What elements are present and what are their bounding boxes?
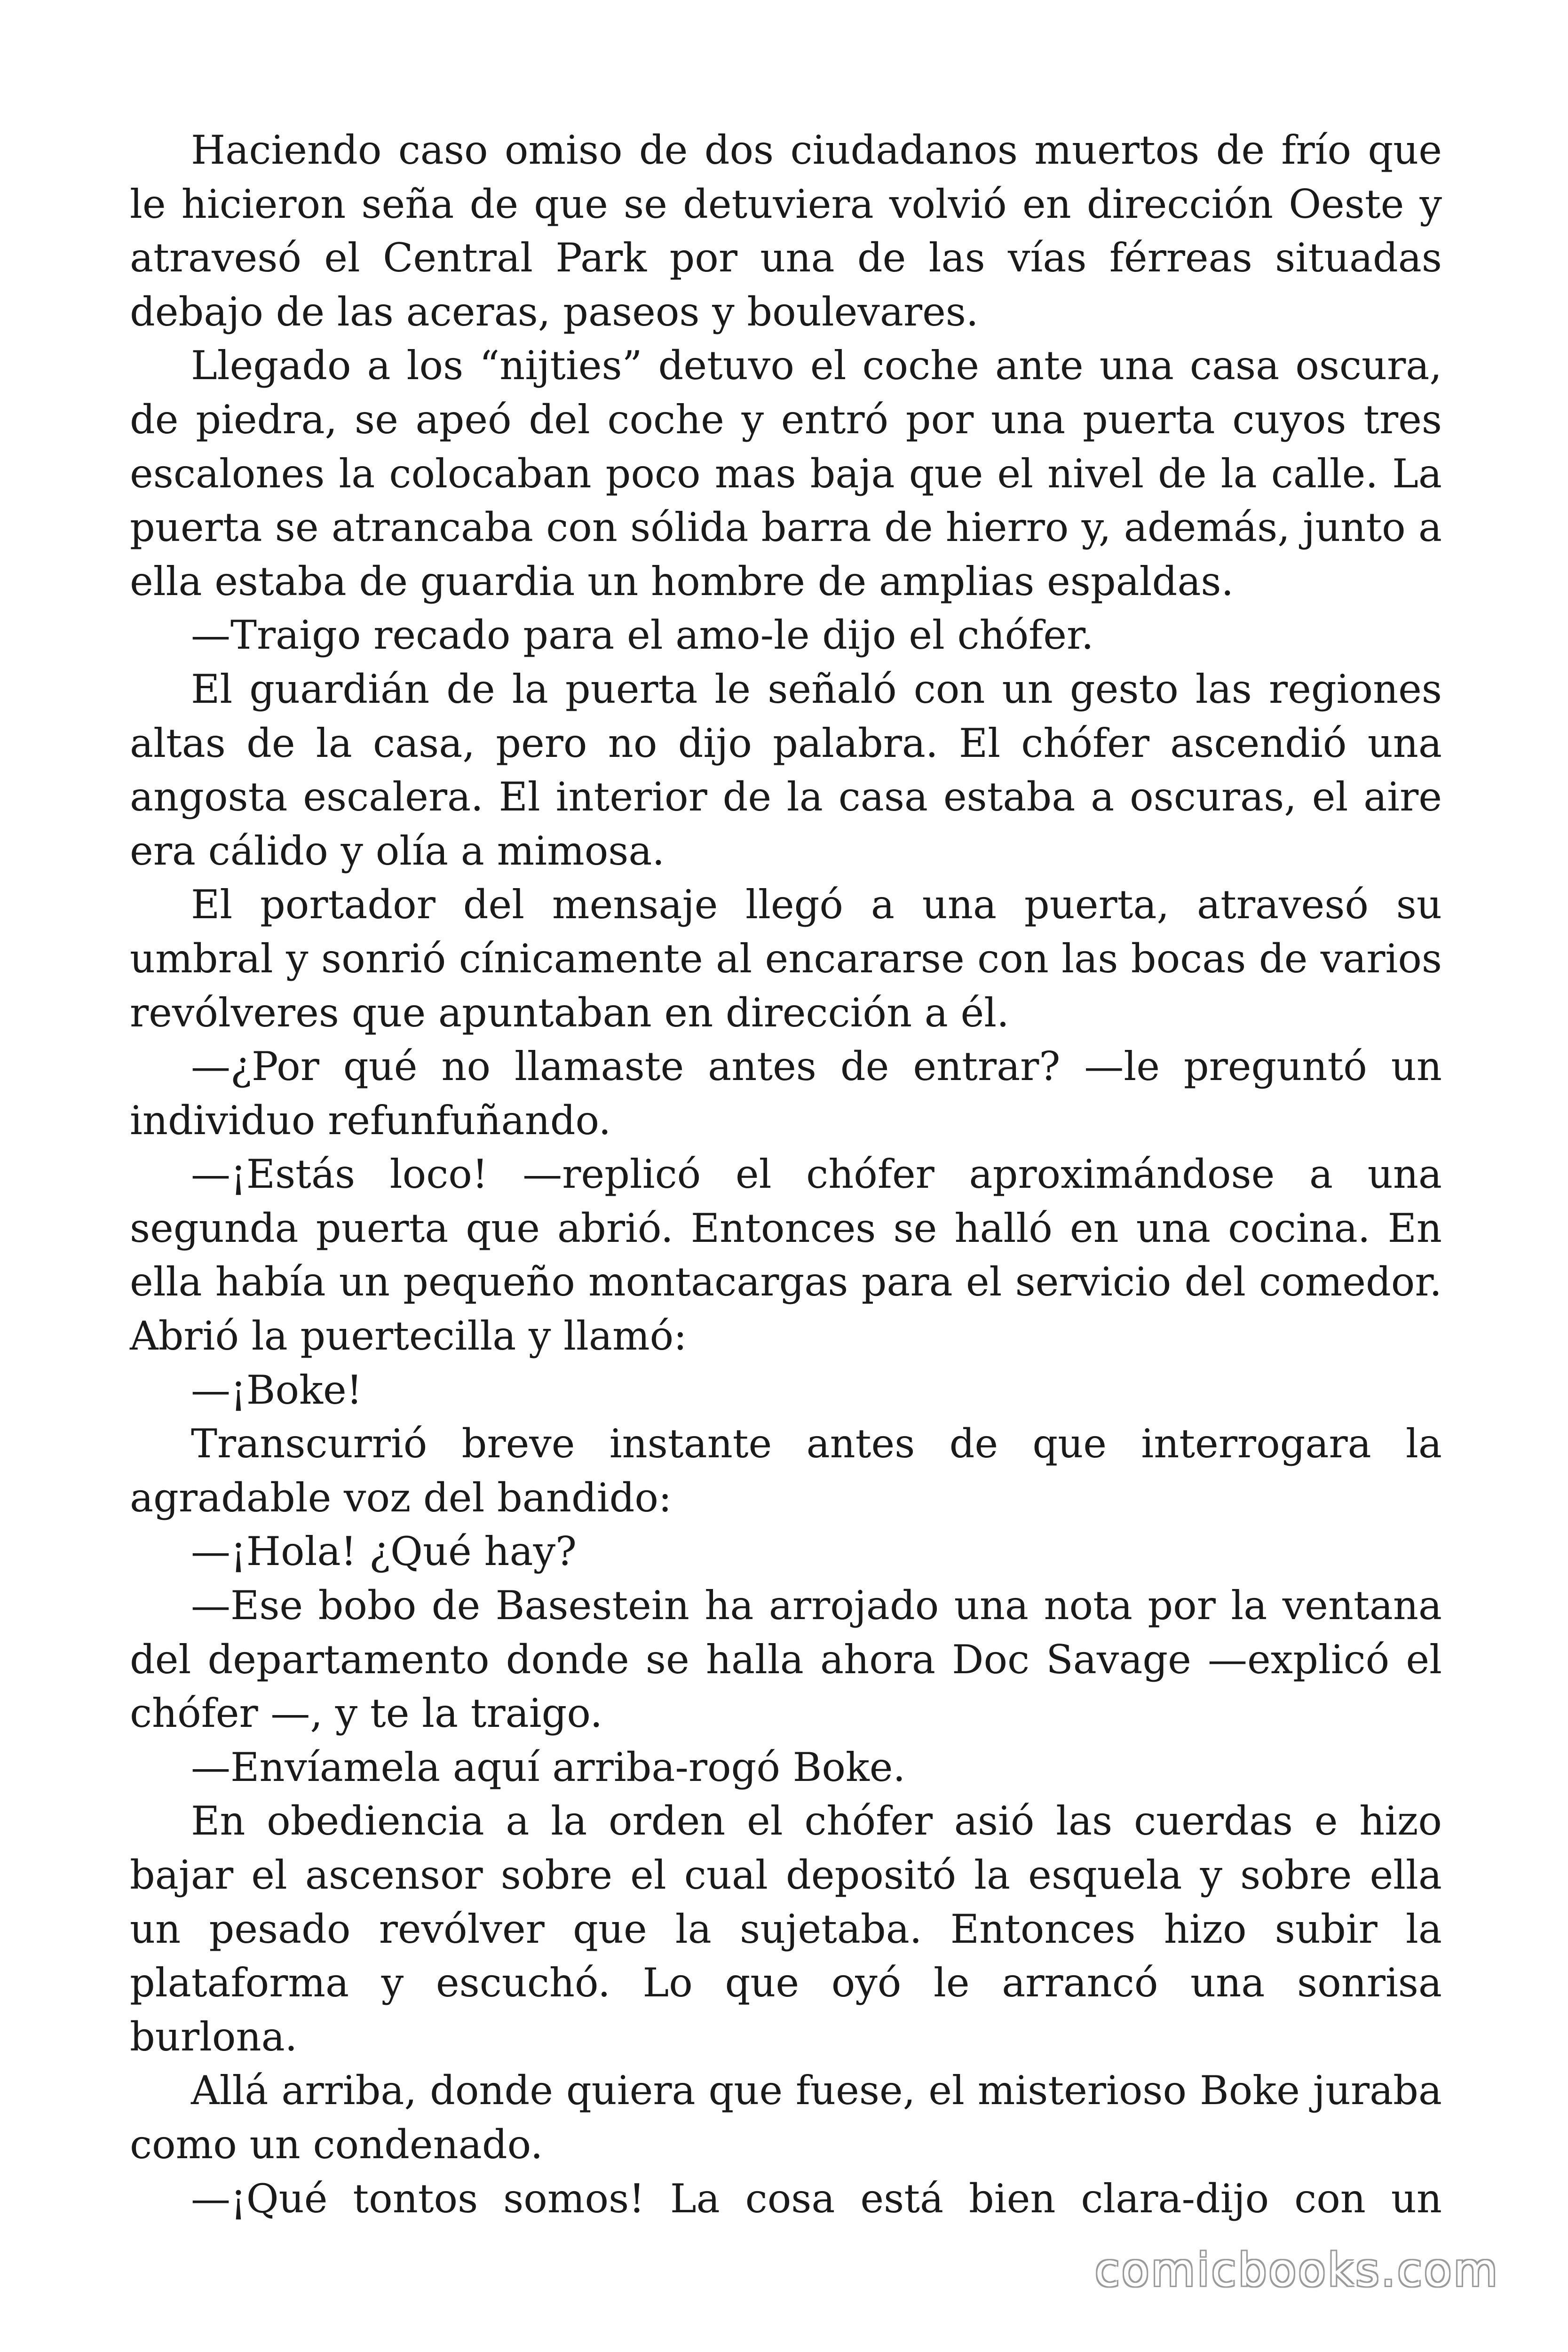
paragraph: El portador del mensaje llegó a una puerta, atravesó su umbral y sonrió cínicamente al encararse con las bocas de varios revólveres que apuntaban en dirección a él. <box>130 882 1442 1036</box>
paragraph: —¡Estás loco! —replicó el chófer aproximándose a una segunda puerta que abrió. Entonces se halló en una cocina. En ella había un pequeño montacargas para el servicio del comedor. Abrió la puertecilla y llamó: <box>130 1151 1442 1359</box>
paragraph: Allá arriba, donde quiera que fuese, el misterioso Boke juraba como un condenado. <box>130 2067 1442 2168</box>
paragraph: —Envíamela aquí arriba-rogó Boke. <box>191 1744 906 1790</box>
paragraph-continued: —¡Qué tontos somos! La cosa está bien clara-dijo con un <box>191 2175 1442 2222</box>
paragraph: En obediencia a la orden el chófer asió las cuerdas e hizo bajar el ascensor sobre el cual depositó la esquela y sobre ella un pesado revólver que la sujetaba. Entonces hizo subir la plataforma y escuchó. Lo que oyó le arrancó una sonrisa burlona. <box>130 1798 1442 2060</box>
paragraph: —¿Por qué no llamaste antes de entrar? —le preguntó un individuo refunfuñando. <box>130 1043 1442 1144</box>
paragraph: —Ese bobo de Basestein ha arrojado una nota por la ventana del departamento donde se halla ahora Doc Savage —explicó el chófer —, y te la traigo. <box>130 1582 1442 1737</box>
book-page-text <box>130 123 1442 2225</box>
paragraph: —¡Boke! <box>191 1367 363 1413</box>
paragraph: Transcurrió breve instante antes de que interrogara la agradable voz del bandido: <box>130 1421 1442 1521</box>
paragraph: Haciendo caso omiso de dos ciudadanos muertos de frío que le hicieron seña de que se detuviera volvió en dirección Oeste y atravesó el Central Park por una de las vías férreas situadas debajo de las aceras, paseos y boulevares. <box>130 127 1442 335</box>
paragraph: —Traigo recado para el amo-le dijo el chófer. <box>191 612 1094 659</box>
paragraph: Llegado a los “nijties” detuvo el coche ante una casa oscura, de piedra, se apeó del coche y entró por una puerta cuyos tres escalones la colocaban poco mas baja que el nivel de la calle. La puerta se atrancaba con sólida barra de hierro y, además, junto a ella estaba de guardia un hombre de amplias espaldas. <box>130 342 1442 604</box>
paragraph: —¡Hola! ¿Qué hay? <box>191 1528 577 1575</box>
paragraph: El guardián de la puerta le señaló con un gesto las regiones altas de la casa, pero no dijo palabra. El chófer ascendió una angosta escalera. El interior de la casa estaba a oscuras, el aire era cálido y olía a mimosa. <box>130 666 1442 874</box>
watermark-logo: comicbooks.com <box>1094 2244 1499 2296</box>
